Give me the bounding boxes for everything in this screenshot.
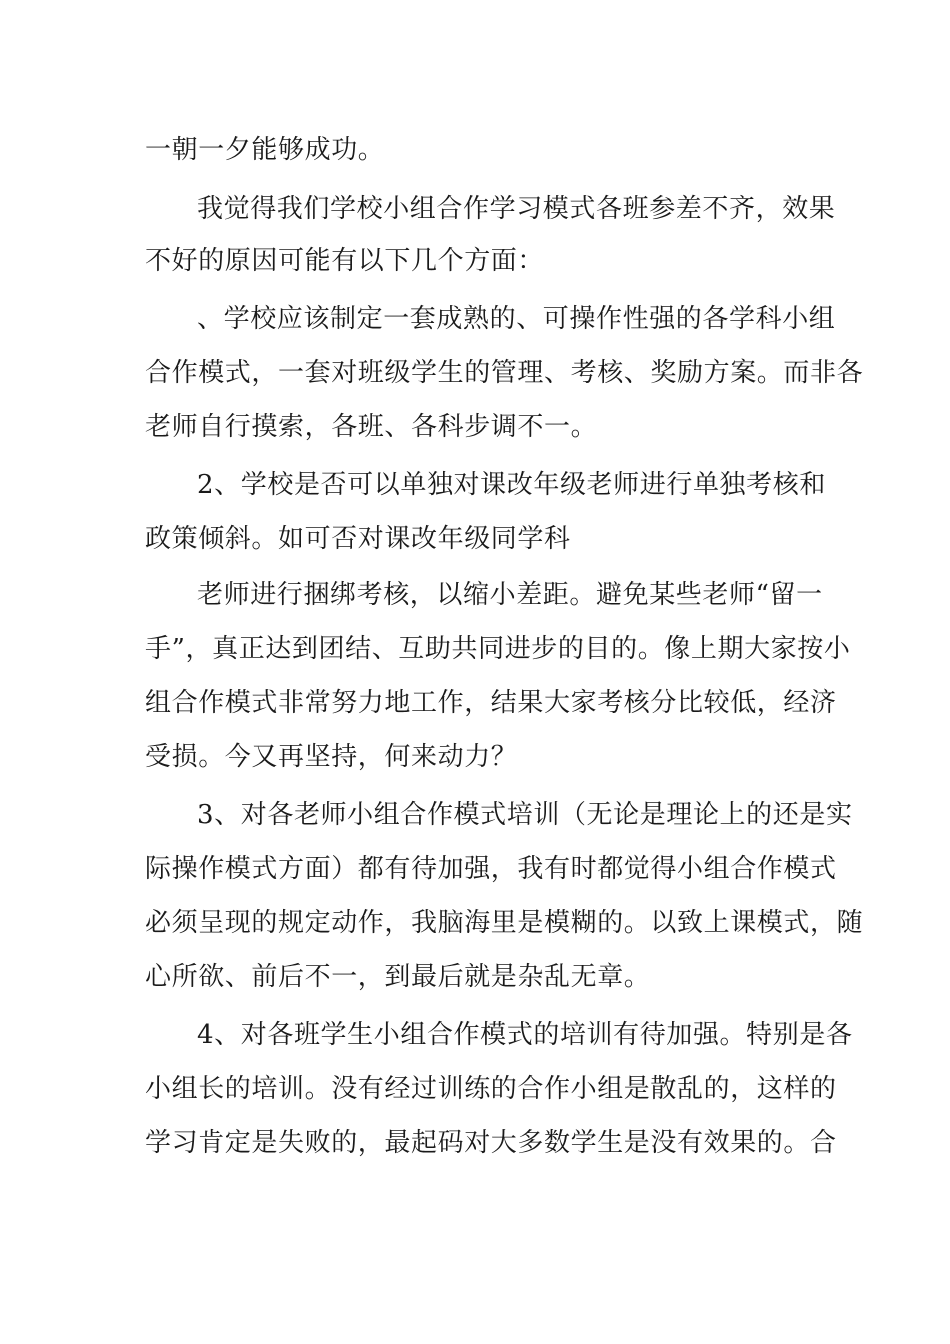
- text-line: 学习肯定是失败的，最起码对大多数学生是没有效果的。合: [145, 1128, 837, 1158]
- text-line: 心所欲、前后不一，到最后就是杂乱无章。: [145, 962, 651, 992]
- text-line: 合作模式，一套对班级学生的管理、考核、奖励方案。而非各: [145, 358, 864, 388]
- text-line: 必须呈现的规定动作，我脑海里是模糊的。以致上课模式，随: [145, 908, 864, 938]
- text-line: 际操作模式方面）都有待加强，我有时都觉得小组合作模式: [145, 854, 837, 884]
- text-line: 3、对各老师小组合作模式培训（无论是理论上的还是实: [197, 800, 853, 830]
- text-line: 4、对各班学生小组合作模式的培训有待加强。特别是各: [197, 1020, 853, 1050]
- text-line: 政策倾斜。如可否对课改年级同学科: [145, 524, 571, 554]
- text-line: 老师进行捆绑考核，以缩小差距。避免某些老师“留一: [197, 580, 823, 610]
- text-line: 我觉得我们学校小组合作学习模式各班参差不齐，效果: [197, 194, 836, 224]
- text-line: 一朝一夕能够成功。: [145, 135, 385, 165]
- text-line: 小组长的培训。没有经过训练的合作小组是散乱的，这样的: [145, 1074, 837, 1104]
- text-line: 组合作模式非常努力地工作，结果大家考核分比较低，经济: [145, 688, 837, 718]
- text-line: 手”，真正达到团结、互助共同进步的目的。像上期大家按小: [145, 634, 851, 664]
- text-line: 2、学校是否可以单独对课改年级老师进行单独考核和: [197, 470, 826, 500]
- text-line: 不好的原因可能有以下几个方面：: [145, 246, 545, 276]
- text-line: 、学校应该制定一套成熟的、可操作性强的各学科小组: [197, 304, 836, 334]
- text-line: 受损。今又再坚持，何来动力？: [145, 742, 518, 772]
- text-line: 老师自行摸索，各班、各科步调不一。: [145, 412, 598, 442]
